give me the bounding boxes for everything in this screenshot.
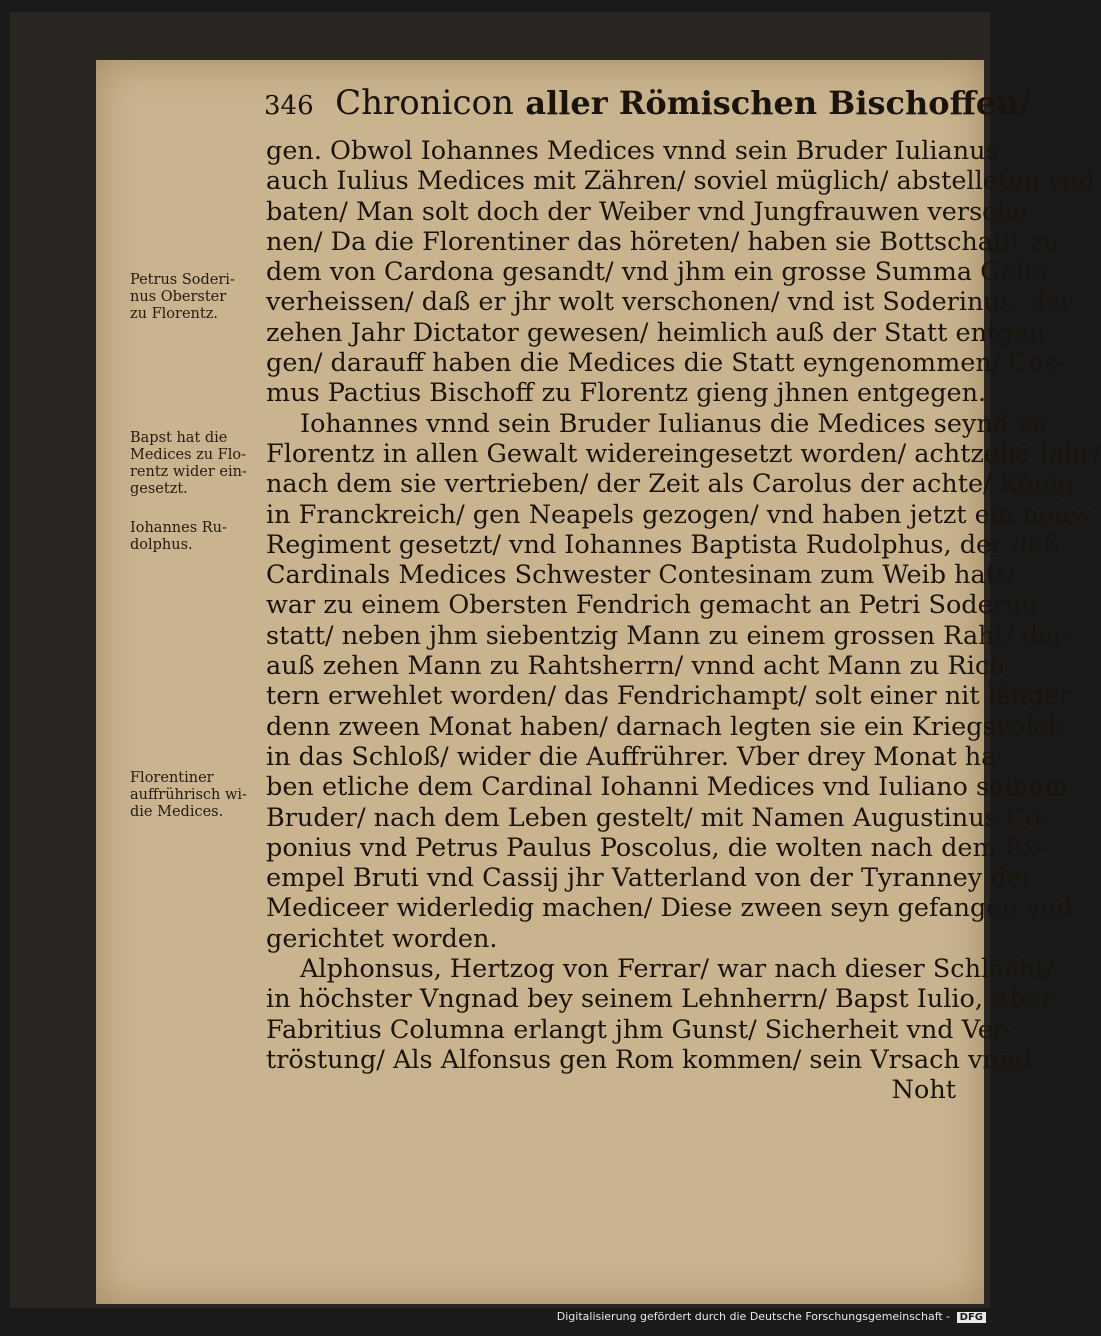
- text-line: tröstung/ Als Alfonsus gen Rom kommen/ sein Vrsach vnnd: [266, 1044, 1032, 1075]
- margin-note-rudolphus: [130, 520, 258, 554]
- margin-note-line: Florentiner: [130, 770, 214, 786]
- margin-note-medices: [130, 430, 258, 498]
- margin-note-line: Petrus Soderi-: [130, 272, 235, 288]
- digitization-footer: [0, 1310, 986, 1326]
- text-line: denn zween Monat haben/ darnach legten sie ein Kriegsvolck: [266, 711, 1064, 742]
- book-page: [96, 60, 1101, 1304]
- text-line: in Franckreich/ gen Neapels gezogen/ vnd haben jetzt ein neuw: [266, 499, 1093, 530]
- text-line: verheissen/ daß er jhr wolt verschonen/ vnd ist Soderinus, der: [266, 287, 1073, 318]
- text-line: statt/ neben jhm siebentzig Mann zu einem grossen Raht/ dar-: [266, 620, 1074, 651]
- margin-note-line: auffrührisch wi-: [130, 787, 247, 803]
- footer-text: Digitalisierung gefördert durch die Deutsche Forschungsgemeinschaft -: [556, 1310, 951, 1323]
- text-line: in das Schloß/ wider die Auffrührer. Vber drey Monat ha-: [266, 741, 1005, 772]
- text-line: empel Bruti vnd Cassij jhr Vatterland von der Tyranney der: [266, 863, 1034, 894]
- page-number: 346: [264, 91, 314, 121]
- running-header: [264, 82, 1032, 123]
- header-title-blackletter: aller Römischen Bischoffen/: [525, 84, 1032, 122]
- text-line: mus Pactius Bischoff zu Florentz gieng jhnen entgegen.: [266, 378, 987, 409]
- text-line: gerichtet worden.: [266, 923, 498, 954]
- margin-note-line: dolphus.: [130, 537, 193, 553]
- margin-note-soderinus: [130, 272, 258, 323]
- text-line: in höchster Vngnad bey seinem Lehnherrn/ Bapst Iulio, Aber: [266, 984, 1054, 1015]
- text-line: Bruder/ nach dem Leben gestelt/ mit Namen Augustinus Co-: [266, 802, 1050, 833]
- text-line: gen. Obwol Iohannes Medices vnnd sein Bruder Iulianus,: [266, 136, 1007, 166]
- margin-note-line: die Medices.: [130, 804, 224, 820]
- dfg-logo: DFG: [957, 1312, 986, 1323]
- header-title-roman: Chronicon: [335, 83, 514, 123]
- margin-note-florentiner: [130, 770, 258, 821]
- main-text-block: [266, 136, 1101, 1106]
- text-line: auß zehen Mann zu Rahtsherrn/ vnnd acht Mann zu Rich-: [266, 651, 1015, 682]
- text-line: war zu einem Obersten Fendrich gemacht an Petri Soderini: [266, 590, 1038, 621]
- text-line: zehen Jahr Dictator gewesen/ heimlich auß der Statt entgan-: [266, 317, 1054, 348]
- text-line: gen/ darauff haben die Medices die Statt eyngenommen/ Cos-: [266, 348, 1066, 379]
- text-line: Regiment gesetzt/ vnd Iohannes Baptista Rudolphus, der deß: [266, 529, 1060, 560]
- text-line: ponius vnd Petrus Paulus Poscolus, die wolten nach dem Ex-: [266, 832, 1046, 863]
- text-line: Cardinals Medices Schwester Contesinam zum Weib hatt/: [266, 560, 1015, 591]
- margin-note-line: Bapst hat die: [130, 430, 228, 446]
- text-line: baten/ Man solt doch der Weiber vnd Jungfrauwen verscho-: [266, 196, 1037, 227]
- text-line: ben etliche dem Cardinal Iohanni Medices vnd Iuliano seinem: [266, 772, 1069, 803]
- margin-note-line: nus Oberster: [130, 289, 227, 305]
- margin-note-line: Medices zu Flo-: [130, 447, 247, 463]
- text-line: dem von Cardona gesandt/ vnd jhm ein grosse Summa Gelts: [266, 257, 1048, 288]
- text-line: Alphonsus, Hertzog von Ferrar/ war nach dieser Schlacht/: [300, 954, 1054, 985]
- text-line: nach dem sie vertrieben/ der Zeit als Carolus der achte/ König: [266, 469, 1075, 500]
- text-line: auch Iulius Medices mit Zähren/ soviel müglich/ abstelleten vnd: [266, 166, 1095, 197]
- text-line: Mediceer widerledig machen/ Diese zween seyn gefangen vnd: [266, 893, 1074, 924]
- margin-note-line: Iohannes Ru-: [130, 520, 227, 536]
- margin-note-line: zu Florentz.: [130, 306, 218, 322]
- margin-note-line: rentz wider ein-: [130, 464, 247, 480]
- text-line: Florentz in allen Gewalt widereingesetzt worden/ achtzehē Jahr/: [266, 438, 1101, 469]
- text-line: Fabritius Columna erlangt jhm Gunst/ Sicherheit vnd Ver-: [266, 1014, 1014, 1045]
- text-line: tern erwehlet worden/ das Fendrichampt/ solt einer nit länger: [266, 681, 1072, 712]
- text-line: Iohannes vnnd sein Bruder Iulianus die Medices seynd zu: [300, 408, 1048, 439]
- catchword: Noht: [891, 1075, 956, 1106]
- text-line: nen/ Da die Florentiner das höreten/ haben sie Bottschafft zu: [266, 226, 1060, 257]
- margin-note-line: gesetzt.: [130, 481, 188, 497]
